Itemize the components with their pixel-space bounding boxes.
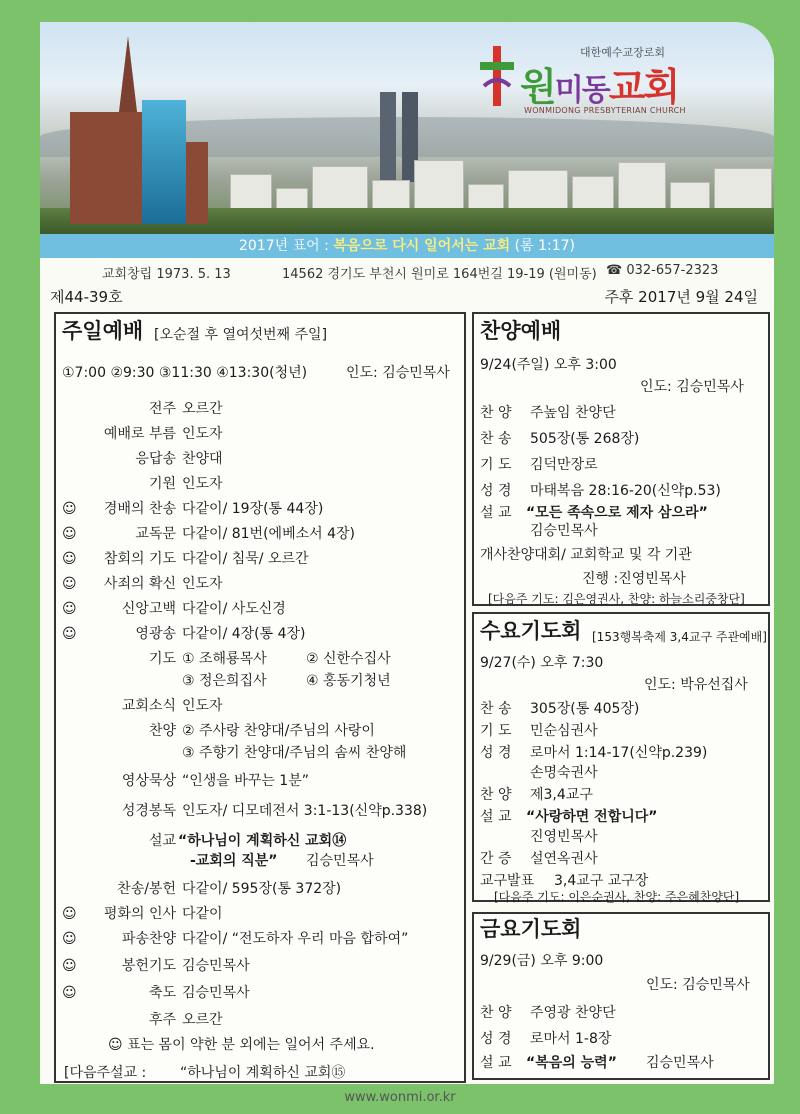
row-label: 간 증 <box>480 851 512 867</box>
friday-preacher: 김승민목사 <box>646 1055 714 1071</box>
stand-up-icon: ☺ <box>62 601 77 617</box>
row-value: 305장(통 405장) <box>530 701 640 717</box>
order-label: 전주 <box>148 401 176 417</box>
wednesday-subtitle: [153행복축제 3,4교구 주관예배] <box>592 630 767 644</box>
next-sermon-label: [다음주설교 : <box>64 1065 147 1081</box>
church-spire <box>118 36 138 120</box>
order-value: 다같이/ 4장(통 4장) <box>182 626 306 642</box>
order-label: 경배의 찬송 <box>103 501 176 517</box>
row-label: 설 교 <box>480 1055 512 1071</box>
church-wing <box>186 142 208 224</box>
praise-title: 찬양예배 <box>480 319 562 343</box>
row-value: 505장(통 268장) <box>530 431 640 447</box>
revival-host: 진행 :진영빈목사 <box>582 571 686 587</box>
order-label: 축도 <box>148 985 176 1001</box>
cross-logo-icon <box>480 46 514 106</box>
stand-up-icon: ☺ <box>62 931 77 947</box>
issue-number: 제44-39호 <box>50 288 123 306</box>
row-value: 주영광 찬양단 <box>530 1005 616 1021</box>
row-value: 설연옥권사 <box>530 851 598 867</box>
order-value: ① 조해룡목사 <box>182 651 267 667</box>
order-value: 인도자 <box>182 698 223 714</box>
order-label: 교회소식 <box>121 698 176 714</box>
church-logo <box>476 42 774 122</box>
order-label: 신앙고백 <box>121 601 176 617</box>
order-label: 평화의 인사 <box>103 906 176 922</box>
logo-english-name: WONMIDONG PRESBYTERIAN CHURCH <box>524 106 686 115</box>
order-value: ② 주사랑 찬양대/주님의 사랑이 <box>182 723 375 739</box>
bulletin-sheet <box>40 22 774 1084</box>
praise-sermon-title: “모든 족속으로 제자 삼으라” <box>526 505 708 521</box>
service-times: ①7:00 ②9:30 ③11:30 ④13:30(청년) <box>62 365 308 381</box>
row-value: 로마서 1:14-17(신약p.239) <box>530 745 708 761</box>
order-value: 김승민목사 <box>182 958 250 974</box>
order-label: 파송찬양 <box>121 931 176 947</box>
praise-when: 9/24(주일) 오후 3:00 <box>480 357 617 373</box>
prayer-leader: ③ 정은희집사 <box>182 673 267 689</box>
stand-up-icon: ☺ <box>62 501 77 517</box>
order-value: 김승민목사 <box>182 985 250 1001</box>
order-label: 성경봉독 <box>121 803 176 819</box>
praise-next: [다음주 기도: 김은영권사, 찬양: 하늘소리중창단] <box>488 592 745 606</box>
choir-entry: ③ 주향기 찬양대/주님의 솜씨 찬양해 <box>182 745 407 761</box>
row-value: 제3,4교구 <box>530 787 593 803</box>
row-label: 성 경 <box>480 1031 512 1047</box>
row-value: 손명숙권사 <box>530 765 598 781</box>
row-value: 로마서 1-8장 <box>530 1031 612 1047</box>
order-label: 기원 <box>148 476 176 492</box>
order-value: 찬양대 <box>182 451 223 467</box>
year-motto: 2017년 표어 : 복음으로 다시 일어서는 교회 (롬 1:17) <box>40 234 774 258</box>
stand-up-icon: ☺ <box>62 958 77 974</box>
sermon-title-line2: -교회의 직분” <box>190 853 278 869</box>
order-value: 다같이/ 19장(통 44장) <box>182 501 324 517</box>
church-info-bar <box>40 260 774 282</box>
order-label: 후주 <box>148 1012 176 1028</box>
order-label: 예배로 부름 <box>103 426 176 442</box>
sermon-title: “하나님이 계획하신 교회⑭ <box>178 833 347 849</box>
row-label: 기 도 <box>480 457 512 473</box>
friday-sermon-title: “복음의 능력” <box>526 1055 617 1071</box>
row-label: 찬 송 <box>480 431 512 447</box>
stand-up-icon: ☺ <box>62 551 77 567</box>
order-label: 기도 <box>148 651 176 667</box>
church-building <box>70 112 142 224</box>
bulletin-date: 주후 2017년 9월 24일 <box>604 288 758 306</box>
sunday-service-box <box>54 312 466 1083</box>
friday-leader: 인도: 김승민목사 <box>646 977 750 993</box>
stand-up-icon: ☺ <box>62 985 77 1001</box>
prayer-leader: ④ 홍동기청년 <box>306 673 391 689</box>
website-url[interactable]: www.wonmi.or.kr <box>344 1090 456 1105</box>
order-value: 인도자 <box>182 426 223 442</box>
order-value: 인도자 <box>182 576 223 592</box>
order-label: 참회의 기도 <box>103 551 176 567</box>
row-value: 진영빈목사 <box>530 829 598 845</box>
revival-info: 개사찬양대회/ 교회학교 및 각 기관 <box>480 547 692 563</box>
row-value: 마태복음 28:16-20(신약p.53) <box>530 483 721 499</box>
order-value: 오르간 <box>182 1012 223 1028</box>
order-value: 다같이/ “전도하자 우리 마음 합하여” <box>182 931 409 947</box>
order-label: 찬양 <box>148 723 176 739</box>
wednesday-sermon-title: “사랑하면 전합니다” <box>526 809 658 825</box>
row-label: 설 교 <box>480 505 512 521</box>
order-value: “인생을 바꾸는 1분” <box>182 773 309 789</box>
wednesday-next: [다음주 기도: 이은순권사, 찬양: 주은혜찬양단] <box>494 890 740 904</box>
order-label: 찬송/봉헌 <box>117 881 176 897</box>
order-label: 설교 <box>148 833 176 849</box>
friday-when: 9/29(금) 오후 9:00 <box>480 953 604 969</box>
order-value: 다같이/ 침묵/ 오르간 <box>182 551 309 567</box>
prayer-leader: ② 신한수집사 <box>306 651 391 667</box>
order-label: 사죄의 확신 <box>103 576 176 592</box>
row-label: 찬 양 <box>480 787 512 803</box>
wednesday-when: 9/27(수) 오후 7:30 <box>480 655 604 671</box>
row-label: 설 교 <box>480 809 512 825</box>
sunday-title: 주일예배 <box>62 319 144 343</box>
praise-service-box <box>472 312 770 606</box>
row-label: 찬 양 <box>480 1005 512 1021</box>
friday-title: 금요기도회 <box>480 917 582 941</box>
sunday-subtitle: [오순절 후 열여섯번째 주일] <box>154 327 328 343</box>
order-value: 다같이/ 595장(통 372장) <box>182 881 342 897</box>
order-label: 봉헌기도 <box>121 958 176 974</box>
praise-leader: 인도: 김승민목사 <box>640 379 744 395</box>
stand-up-icon: ☺ <box>62 906 77 922</box>
row-value: 김덕만장로 <box>530 457 598 473</box>
order-value: 인도자/ 디모데전서 3:1-13(신약p.338) <box>182 803 428 819</box>
order-value: 오르간 <box>182 401 223 417</box>
order-value: 다같이/ 사도신경 <box>182 601 286 617</box>
wednesday-prayer-box <box>472 612 770 902</box>
row-label: 찬 송 <box>480 701 512 717</box>
stand-up-icon: ☺ <box>62 526 77 542</box>
order-value: 다같이/ 81번(에베소서 4장) <box>182 526 355 542</box>
church-glass-wall <box>142 100 186 224</box>
order-label: 영상묵상 <box>121 773 176 789</box>
order-label: 응답송 <box>135 451 176 467</box>
wednesday-leader: 인도: 박유선집사 <box>644 677 748 693</box>
founding-date: 교회창립 1973. 5. 13 <box>102 267 231 282</box>
sermon-preacher: 김승민목사 <box>306 853 374 869</box>
wednesday-title: 수요기도회 <box>480 619 582 643</box>
stand-note: ☺ 표는 몸이 약한 분 외에는 일어서 주세요. <box>108 1037 375 1053</box>
row-label: 교구발표 <box>480 873 535 889</box>
order-value: 인도자 <box>182 476 223 492</box>
order-value: 다같이 <box>182 906 223 922</box>
order-label: 교독문 <box>135 526 176 542</box>
order-label: 영광송 <box>135 626 176 642</box>
sunday-leader: 인도: 김승민목사 <box>346 365 450 381</box>
row-label: 기 도 <box>480 723 512 739</box>
friday-prayer-box <box>472 912 770 1080</box>
row-value: 주높임 찬양단 <box>530 405 616 421</box>
row-value: 3,4교구 교구장 <box>554 873 649 889</box>
church-address: 14562 경기도 부천시 원미로 164번길 19-19 (원미동) <box>282 267 597 282</box>
church-photo-banner <box>40 22 774 234</box>
church-phone: ☎ 032-657-2323 <box>606 263 719 278</box>
praise-preacher: 김승민목사 <box>530 523 598 539</box>
row-label: 찬 양 <box>480 405 512 421</box>
row-value: 민순심권사 <box>530 723 598 739</box>
next-sermon-title: “하나님이 계획하신 교회⑮ <box>180 1065 346 1081</box>
row-label: 성 경 <box>480 483 512 499</box>
row-label: 성 경 <box>480 745 512 761</box>
logo-denomination: 대한예수교장로회 <box>580 46 666 59</box>
stand-up-icon: ☺ <box>62 626 77 642</box>
stand-up-icon: ☺ <box>62 576 77 592</box>
logo-name: 원미동교회 <box>520 65 679 109</box>
